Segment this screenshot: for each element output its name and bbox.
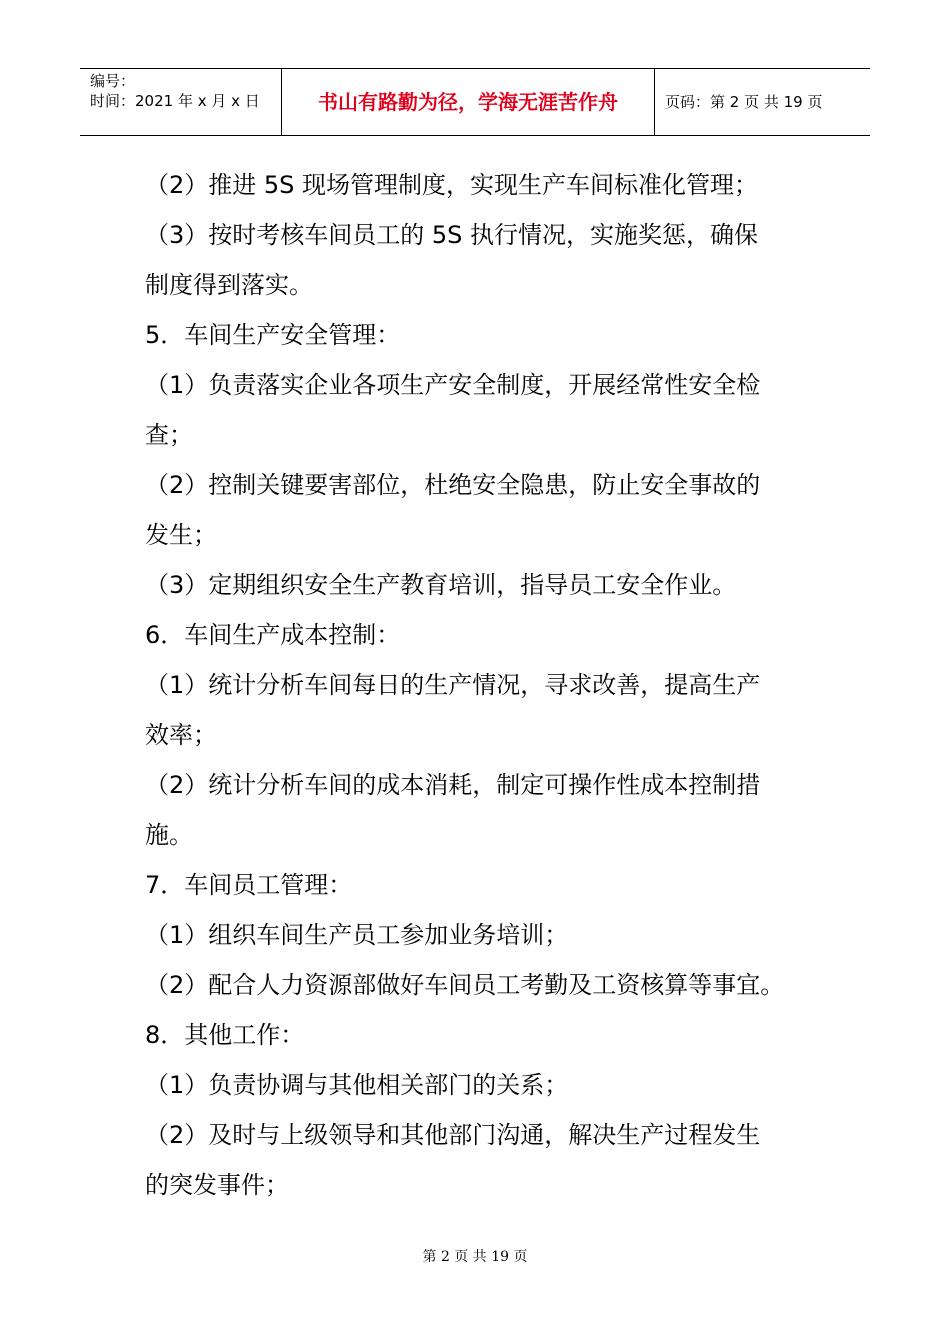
text-line: （3）定期组织安全生产教育培训，指导员工安全作业。 [145, 571, 737, 599]
text-line: （2）配合人力资源部做好车间员工考勤及工资核算等事宜。 [145, 971, 785, 999]
text-line: 施。 [145, 821, 193, 849]
section-heading: 7．车间员工管理： [145, 871, 353, 899]
document-header [80, 68, 870, 136]
section-heading: 8．其他工作： [145, 1021, 305, 1049]
header-page-info: 页码：第 2 页 共 19 页 [665, 93, 823, 111]
text-line: （3）按时考核车间员工的 5S 执行情况，实施奖惩，确保 [145, 221, 759, 249]
text-line: 的突发事件； [145, 1171, 289, 1199]
document-date: 时间：2021 年 x 月 x 日 [90, 92, 260, 110]
section-heading: 5．车间生产安全管理： [145, 321, 401, 349]
page-footer: 第 2 页 共 19 页 [422, 1249, 528, 1265]
text-line: 效率； [145, 721, 217, 749]
section-heading: 6．车间生产成本控制： [145, 621, 401, 649]
text-line: （1）负责落实企业各项生产安全制度，开展经常性安全检 [145, 371, 761, 399]
text-line: （2）统计分析车间的成本消耗，制定可操作性成本控制措 [145, 771, 761, 799]
text-line: （1）统计分析车间每日的生产情况，寻求改善，提高生产 [145, 671, 761, 699]
text-line: 发生； [145, 521, 217, 549]
document-body [145, 160, 825, 1210]
text-line: （1）负责协调与其他相关部门的关系； [145, 1071, 569, 1099]
text-line: （2）推进 5S 现场管理制度，实现生产车间标准化管理； [145, 171, 759, 199]
header-motto: 书山有路勤为径，学海无涯苦作舟 [282, 69, 655, 135]
header-meta [80, 69, 282, 135]
text-line: （2）控制关键要害部位，杜绝安全隐患，防止安全事故的 [145, 471, 761, 499]
text-line: 查； [145, 421, 193, 449]
document-number-label: 编号： [90, 72, 136, 90]
text-line: 制度得到落实。 [145, 271, 313, 299]
text-line: （2）及时与上级领导和其他部门沟通，解决生产过程发生 [145, 1121, 761, 1149]
text-line: （1）组织车间生产员工参加业务培训； [145, 921, 569, 949]
